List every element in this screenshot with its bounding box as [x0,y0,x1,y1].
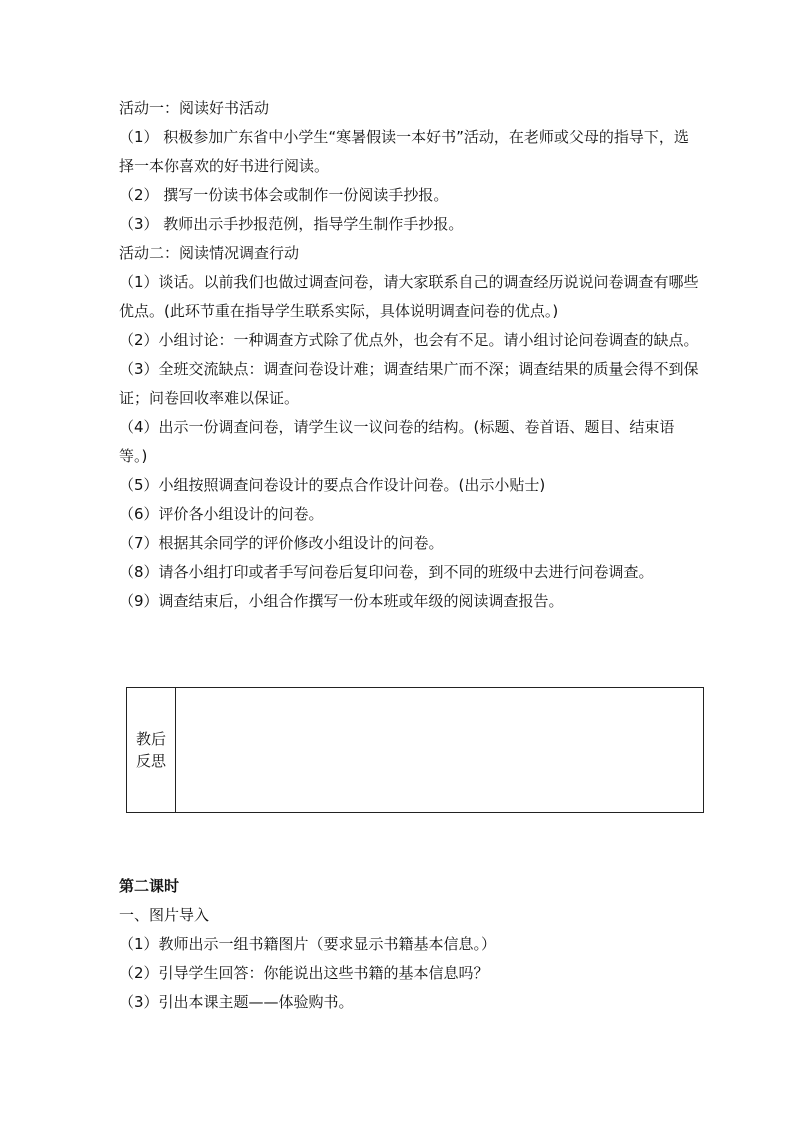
lesson2-section-title: 一、图片导入 [119,906,210,924]
activity2-item-4: （4）出示一份调查问卷，请学生议一议问卷的结构。(标题、卷首语、题目、结束语等。) [119,418,675,465]
activity2-item-6: （6）评价各小组设计的问卷。 [119,505,324,523]
activity1-item-3: （3） 教师出示手抄报范例，指导学生制作手抄报。 [119,215,464,233]
lesson2-section [119,872,699,1017]
activity2-item-7: （7）根据其余同学的评价修改小组设计的问卷。 [119,534,444,552]
activity1-title: 活动一：阅读好书活动 [119,99,270,117]
activity2-item-1: （1）谈话。以前我们也做过调查问卷，请大家联系自己的调查经历说说问卷调查有哪些优点。(此环节重在指导学生联系实际，具体说明调查问卷的优点。) [119,273,699,320]
activity2-title: 活动二：阅读情况调查行动 [119,244,300,262]
activity1-item-1: （1） 积极参加广东省中小学生“寒暑假读一本好书”活动，在老师或父母的指导下，选择一本你喜欢的好书进行阅读。 [119,128,689,175]
activity2-item-2: （2）小组讨论：一种调查方式除了优点外，也会有不足。请小组讨论问卷调查的缺点。 [119,331,699,349]
activities-section [119,94,699,616]
lesson2-item-1: （1）教师出示一组书籍图片（要求显示书籍基本信息。） [119,935,497,953]
activity2-item-5: （5）小组按照调查问卷设计的要点合作设计问卷。(出示小贴士) [119,476,546,494]
lesson2-title: 第二课时 [119,877,180,895]
activity2-item-3: （3）全班交流缺点：调查问卷设计难；调查结果广而不深；调查结果的质量会得不到保证；问卷回收率难以保证。 [119,360,699,407]
lesson2-item-3: （3）引出本课主题——体验购书。 [119,993,354,1011]
activity2-item-9: （9）调查结束后，小组合作撰写一份本班或年级的阅读调查报告。 [119,592,564,610]
reflection-content-cell [176,688,703,812]
reflection-table [126,687,704,813]
activity2-item-8: （8）请各小组打印或者手写问卷后复印问卷，到不同的班级中去进行问卷调查。 [119,563,654,581]
activity1-item-2: （2） 撰写一份读书体会或制作一份阅读手抄报。 [119,186,449,204]
reflection-label-cell [127,688,176,812]
reflection-label: 教后反思 [135,730,166,770]
lesson2-item-2: （2）引导学生回答：你能说出这些书籍的基本信息吗？ [119,964,489,982]
